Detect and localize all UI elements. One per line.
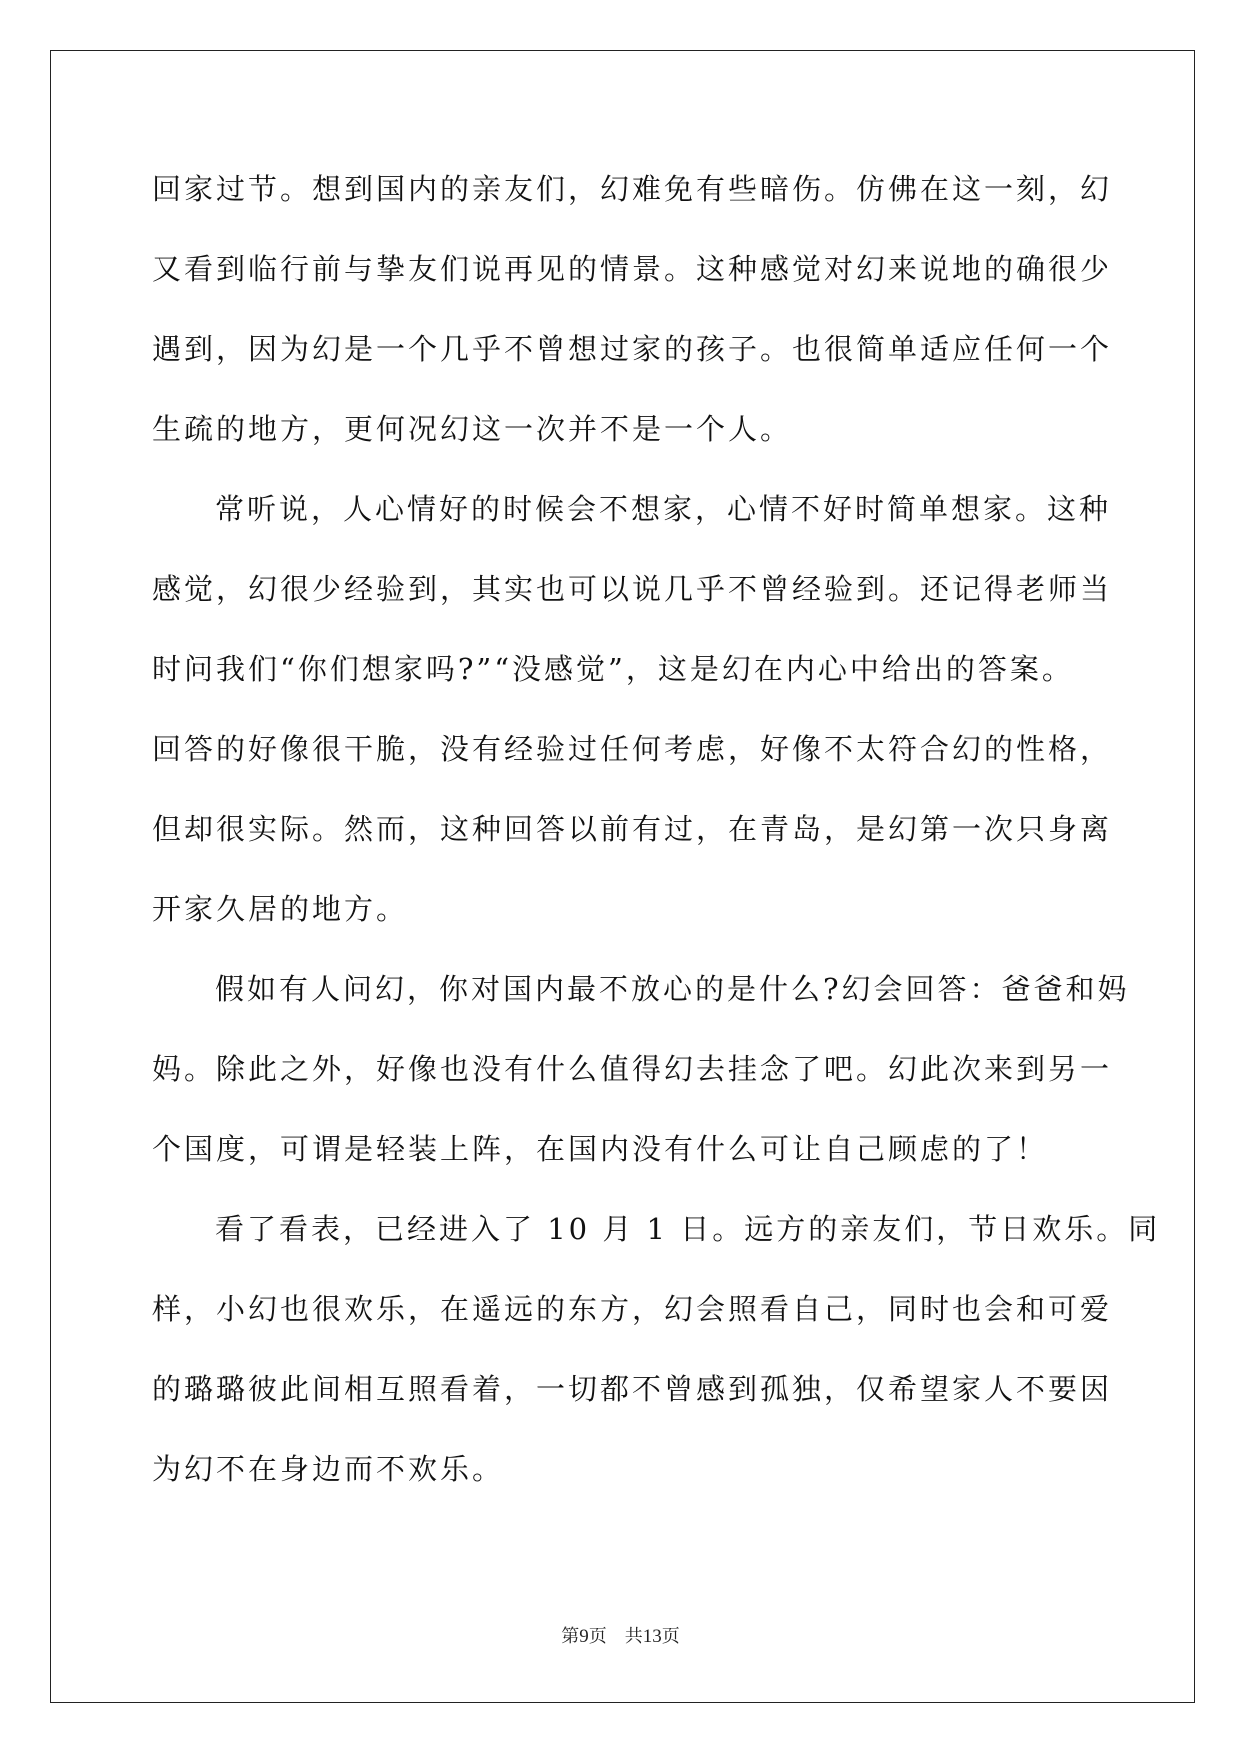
paragraph-first-line: 看了看表，已经进入了 10 月 1 日。远方的亲友们，节日欢乐。同: [215, 1212, 1161, 1246]
page-footer: [0, 1622, 1241, 1648]
text-line: 又看到临行前与挚友们说再见的情景。这种感觉对幻来说地的确很少: [152, 252, 1113, 286]
text-line: 但却很实际。然而，这种回答以前有过，在青岛，是幻第一次只身离: [152, 812, 1113, 846]
text-line: 回家过节。想到国内的亲友们，幻难免有些暗伤。仿佛在这一刻，幻: [152, 172, 1113, 206]
paragraph-first-line: 假如有人问幻，你对国内最不放心的是什么?幻会回答：爸爸和妈: [215, 972, 1130, 1006]
total-pages: 13: [642, 1626, 662, 1647]
text-line: 时问我们“你们想家吗?”“没感觉”，这是幻在内心中给出的答案。: [152, 652, 1074, 686]
total-label-suffix: 页: [661, 1626, 680, 1647]
document-body: [152, 163, 1161, 1523]
paragraph-first-line: 常听说，人心情好的时候会不想家，心情不好时简单想家。这种: [215, 492, 1112, 526]
text-line: 开家久居的地方。: [152, 892, 409, 926]
page-number: 9: [579, 1626, 589, 1647]
text-line: 生疏的地方，更何况幻这一次并不是一个人。: [152, 412, 793, 446]
text-line: 样，小幻也很欢乐，在遥远的东方，幻会照看自己，同时也会和可爱: [152, 1292, 1113, 1326]
text-line: 的璐璐彼此间相互照看着，一切都不曾感到孤独，仅希望家人不要因: [152, 1372, 1113, 1406]
page-label-suffix: 页: [588, 1626, 607, 1647]
text-line: 为幻不在身边而不欢乐。: [152, 1452, 505, 1486]
text-line: 妈。除此之外，好像也没有什么值得幻去挂念了吧。幻此次来到另一: [152, 1052, 1113, 1086]
text-line: 个国度，可谓是轻装上阵，在国内没有什么可让自己顾虑的了！: [152, 1132, 1049, 1166]
text-line: 遇到，因为幻是一个几乎不曾想过家的孩子。也很简单适应任何一个: [152, 332, 1113, 366]
page-label-prefix: 第: [561, 1626, 580, 1647]
total-label-prefix: 共: [624, 1626, 643, 1647]
text-line: 回答的好像很干脆，没有经验过任何考虑，好像不太符合幻的性格，: [152, 732, 1113, 766]
text-line: 感觉，幻很少经验到，其实也可以说几乎不曾经验到。还记得老师当: [152, 572, 1113, 606]
